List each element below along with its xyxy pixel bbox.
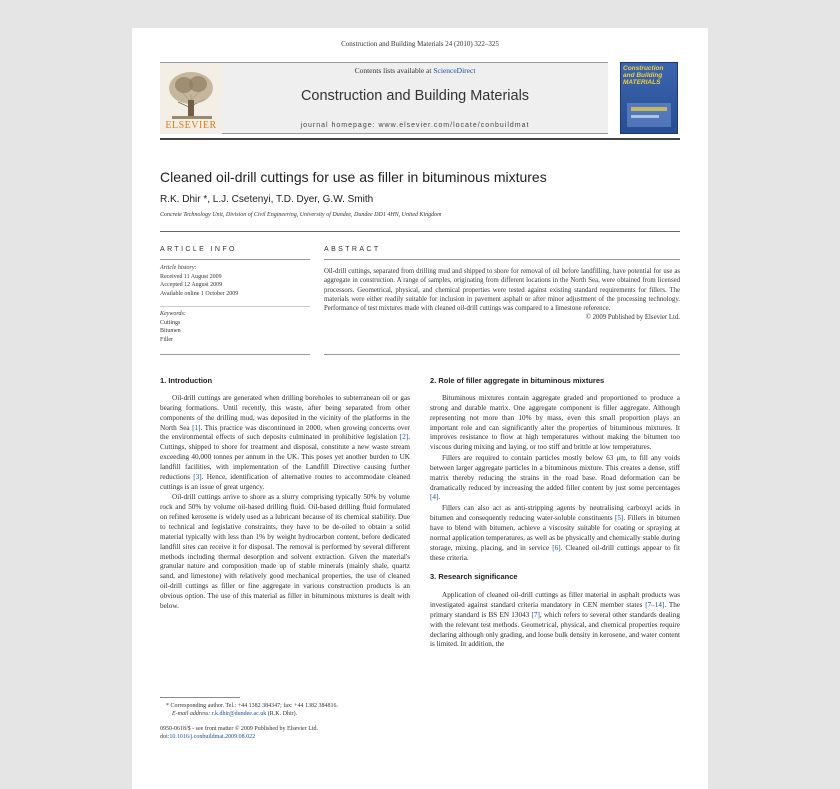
journal-page bbox=[132, 28, 708, 789]
ref-link[interactable]: [5] bbox=[614, 514, 624, 523]
intro-paragraph-2: Oil-drill cuttings arrive to shore as a slurry comprising typically 50% by volume rock and 50% by volume oil-based drilling fluid. Oil-based drilling fluid formulated on refined kerosene is widely used as a lubricant because of its chemical stability. Due to technical and legislative constraints, they have to be de-oiled to obtain a solid material typically with less than 1% by weight hydrocarbon content, before dedicated landfill sites can receive it for disposal. The removal is performed by several different methods including thermal desorption and solvent extraction. Given the material's granular nature and composition made up of stable minerals (mainly shale, quartz sand, and limestone) with relatively good mechanical properties, the use of cleaned oil-drill cuttings as filler or fine aggregate in various construction products is an obvious option. The use of this material as filler in bituminous mixtures is dealt with below. bbox=[160, 493, 410, 610]
contents-line bbox=[222, 66, 608, 75]
article-affiliation: Concrete Technology Unit, Division of Civil Engineering, University of Dundee, Dundee DD1 4HN, United Kingdom bbox=[160, 212, 442, 218]
issn-line: 0950-0618/$ - see front matter © 2009 Published by Elsevier Ltd. bbox=[160, 726, 319, 732]
doi-line: doi:10.1016/j.conbuildmat.2009.08.022 bbox=[160, 734, 256, 740]
abstract-body bbox=[324, 267, 680, 323]
article-history bbox=[160, 264, 310, 298]
elsevier-wordmark: ELSEVIER bbox=[165, 120, 217, 131]
research-paragraph-1: Application of cleaned oil-drill cuttings as filler material in asphalt products was investigated against standard criteria mandatory in CEN member states [7–14]. The primary standard is BS EN 13043 [7], which refers to several other standards dealing with the relevant test methods. Geometrical, physical, and chemical properties require declaring although only grading, and loose bulk density in kerosene, and water content is limited. In addition, the bbox=[430, 591, 680, 649]
ref-link[interactable]: [4] bbox=[430, 493, 439, 502]
keywords-label: Keywords: bbox=[160, 311, 186, 317]
header-rule bbox=[160, 138, 680, 140]
cover-title: Construction and Building MATERIALS bbox=[623, 65, 664, 86]
sciencedirect-link[interactable]: ScienceDirect bbox=[433, 66, 476, 75]
article-info-bottom-rule bbox=[160, 354, 310, 355]
ref-link[interactable]: [2] bbox=[399, 433, 409, 442]
footnote-rule bbox=[160, 697, 240, 698]
footnotes bbox=[160, 702, 420, 741]
section-2-heading: 2. Role of filler aggregate in bituminous mixtures bbox=[430, 376, 605, 385]
journal-citation: Construction and Building Materials 24 (2010) 322–325 bbox=[341, 40, 499, 48]
abstract-heading: ABSTRACT bbox=[324, 246, 381, 253]
abstract-text: Oil-drill cuttings, separated from drilling mud and shipped to shore for removal of oil before landfilling, have potential for use as aggregate in construction. A range of samples, originating from different locations in the North Sea, were obtained from licensed processors. Geometrical, physical, and chemical properties were tested against existing standard requirements for fillers. The materials were either readily suitable for inclusion in pavement asphalt or after minor adjustment of the processing technology. Performance of test mixtures made with cleaned oil-drill cuttings was compared to a limestone reference. bbox=[324, 268, 680, 313]
article-authors: R.K. Dhir *, L.J. Csetenyi, T.D. Dyer, G.W. Smith bbox=[160, 194, 374, 205]
role-paragraph-2: Fillers are required to contain particles mostly below 63 μm, to fill any voids between larger aggregate particles in a bituminous mixture. This creates a dense, stiff matrix thereby reducing the strains in the road base. Road deformation can be dramatically reduced by increasing the added filler content by just some percentages [4]. bbox=[430, 454, 680, 502]
received-date: Received 11 August 2009 bbox=[160, 273, 222, 280]
keyword-item: Cuttings bbox=[160, 319, 181, 326]
keywords-block bbox=[160, 310, 310, 344]
abstract-rule bbox=[324, 259, 680, 260]
abstract-bottom-rule bbox=[324, 354, 680, 355]
corresponding-author: * Corresponding author. Tel.: +44 1382 384347; fax: +44 1382 384816. bbox=[166, 703, 339, 709]
ref-link[interactable]: [7–14] bbox=[645, 601, 665, 610]
email-line: E-mail address: r.k.dhir@dundee.ac.uk (R.K. Dhir). bbox=[172, 711, 298, 717]
article-info-heading: ARTICLE INFO bbox=[160, 246, 237, 253]
keyword-item: Filler bbox=[160, 336, 173, 343]
article-info-rule bbox=[160, 259, 310, 260]
section-1-heading: 1. Introduction bbox=[160, 376, 213, 385]
history-label: Article history: bbox=[160, 265, 197, 271]
journal-name: Construction and Building Materials bbox=[300, 88, 530, 104]
keyword-item: Bitumen bbox=[160, 328, 181, 334]
elsevier-logo bbox=[160, 64, 222, 134]
ref-link[interactable]: [3] bbox=[193, 472, 202, 481]
role-paragraph-1: Bituminous mixtures contain aggregate graded and proportioned to produce a strong and durable matrix. One aggregate component is filler aggregate. Although representing not more than 10% by mass, even this small proportion plays an important role and can significantly alter the properties of bituminous mixtures. It improves resistance to flow at high temperatures without making the bitumen too viscous during mixing and laying, or too stiff and brittle at low temperatures. bbox=[430, 394, 680, 452]
section-3-heading: 3. Research significance bbox=[430, 572, 518, 582]
role-paragraph-3: Fillers can also act as anti-stripping agents by neutralising carboxyl acids in bitumen and consequently reducing water-soluble constituents [5]. Fillers in bitumen have to blend with bitumen, achieve a viscosity suitable for coating or spraying at normal application temperatures, as well as be physically and chemically stable during storage, mixing, placing, and in service [6]. Cleaned oil-drill cuttings appear to fit these criteria. bbox=[430, 504, 680, 562]
online-date: Available online 1 October 2009 bbox=[160, 290, 239, 297]
title-rule bbox=[160, 231, 680, 232]
ref-link[interactable]: [6] bbox=[552, 543, 561, 552]
email-link[interactable]: r.k.dhir@dundee.ac.uk bbox=[211, 711, 267, 717]
abstract-copyright: © 2009 Published by Elsevier Ltd. bbox=[585, 314, 680, 322]
article-title: Cleaned oil-drill cuttings for use as filler in bituminous mixtures bbox=[160, 169, 547, 185]
ref-link[interactable]: [7] bbox=[531, 610, 540, 619]
doi-link[interactable]: 10.1016/j.conbuildmat.2009.08.022 bbox=[169, 734, 256, 740]
accepted-date: Accepted 12 August 2009 bbox=[160, 282, 223, 288]
left-column-body bbox=[160, 394, 410, 612]
right-column-body bbox=[430, 394, 680, 650]
ref-link[interactable]: [1] bbox=[192, 423, 201, 432]
contents-prefix: Contents lists available at bbox=[354, 66, 434, 75]
keywords-rule bbox=[160, 306, 310, 307]
journal-homepage[interactable]: journal homepage: www.elsevier.com/locate/conbuildmat bbox=[300, 122, 530, 129]
intro-paragraph-1: Oil-drill cuttings are generated when drilling boreholes to subterranean oil or gas bearing formations. Until recently, this waste, after being separated from other components of the drilling mud, was deposited in the vicinity of the platforms in the North Sea [1]. This practice was discontinued in 2000, when growing concerns over the environmental effects of such deposits culminated in prohibitive legislation [2]. Cuttings, shipped to shore for treatment and disposal, constitute a new waste stream exceeding 40,000 tonnes per annum in the UK. This poses yet another burden to UK landfill facilities, with implementation of the Landfill Directive causing further reductions [3]. Hence, identification of alternative routes to accommodate cleaned cuttings is an issue of great urgency. bbox=[160, 394, 410, 491]
